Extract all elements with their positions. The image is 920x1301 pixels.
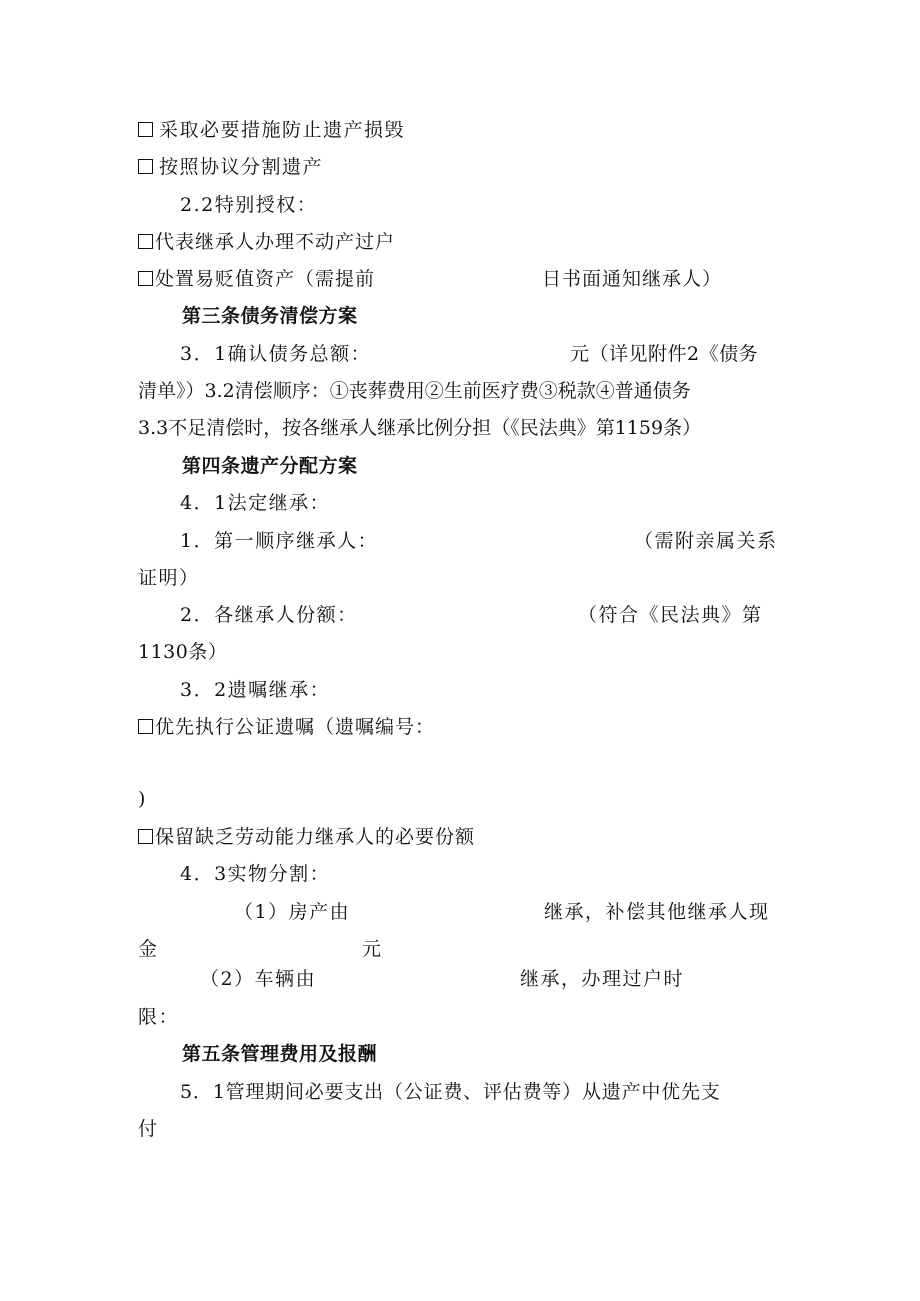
line-house: （1）房产由 (234, 901, 351, 923)
closing-paren: ) (138, 788, 147, 810)
section-2-2: 2.2特别授权： (180, 194, 318, 216)
checkbox[interactable] (138, 122, 153, 137)
checkbox[interactable] (138, 271, 153, 286)
line-5-1: 5．1管理期间必要支出（公证费、评估费等）从遗产中优先支 (180, 1081, 721, 1103)
line-first-order-heirs-tail: （需附亲属关系 (634, 530, 778, 552)
line-first-order-heirs: 1．第一顺序继承人： (180, 530, 379, 552)
article-3-heading: 第三条债务清偿方案 (182, 305, 358, 327)
option-notarized-will: 优先执行公证遗嘱（遗嘱编号： (138, 715, 435, 739)
line-car: （2）车辆由 (200, 968, 317, 990)
line-first-order-heirs-cont: 证明） (138, 567, 200, 589)
option-reserve-share: 保留缺乏劳动能力继承人的必要份额 (138, 825, 475, 849)
checkbox[interactable] (138, 829, 153, 844)
article-4-heading: 第四条遗产分配方案 (182, 455, 358, 477)
option-dispose-tail: 日书面通知继承人） (542, 268, 723, 290)
line-3-1: 3．1确认债务总额： (180, 343, 372, 365)
checkbox[interactable] (138, 159, 153, 174)
line-3-1-tail: 元（详见附件2《债务 (570, 343, 759, 365)
line-3-2: 清单》）3.2清偿顺序：①丧葬费用②生前医疗费③税款④普通债务 (138, 380, 691, 402)
checkbox[interactable] (138, 234, 153, 249)
checkbox[interactable] (138, 719, 153, 734)
article-5-heading: 第五条管理费用及报酬 (182, 1043, 378, 1065)
line-heir-shares: 2．各继承人份额： (180, 604, 358, 626)
line-3-3: 3.3不足清偿时，按各继承人继承比例分担（《民法典》第1159条） (138, 417, 702, 439)
line-house-tail: 继承，补偿其他继承人现 (544, 901, 770, 923)
line-heir-shares-tail: （符合《民法典》第 (578, 604, 763, 626)
line-car-deadline: 限： (138, 1006, 180, 1028)
line-4-1: 4．1法定继承： (180, 492, 331, 514)
option-split: 按照协议分割遗产 (138, 155, 323, 179)
line-car-tail: 继承，办理过户时 (520, 968, 685, 990)
line-house-yuan: 元 (362, 938, 383, 960)
line-house-cash: 金 (138, 938, 159, 960)
line-4-3: 4．3实物分割： (180, 863, 331, 885)
option-protect: 采取必要措施防止遗产损毁 (138, 118, 405, 142)
line-will-inheritance: 3．2遗嘱继承： (180, 679, 331, 701)
option-realestate: 代表继承人办理不动产过户 (138, 230, 395, 254)
line-heir-shares-cont: 1130条） (138, 641, 228, 663)
option-dispose: 处置易贬值资产（需提前 (138, 267, 375, 291)
line-5-1-cont: 付 (138, 1118, 159, 1140)
